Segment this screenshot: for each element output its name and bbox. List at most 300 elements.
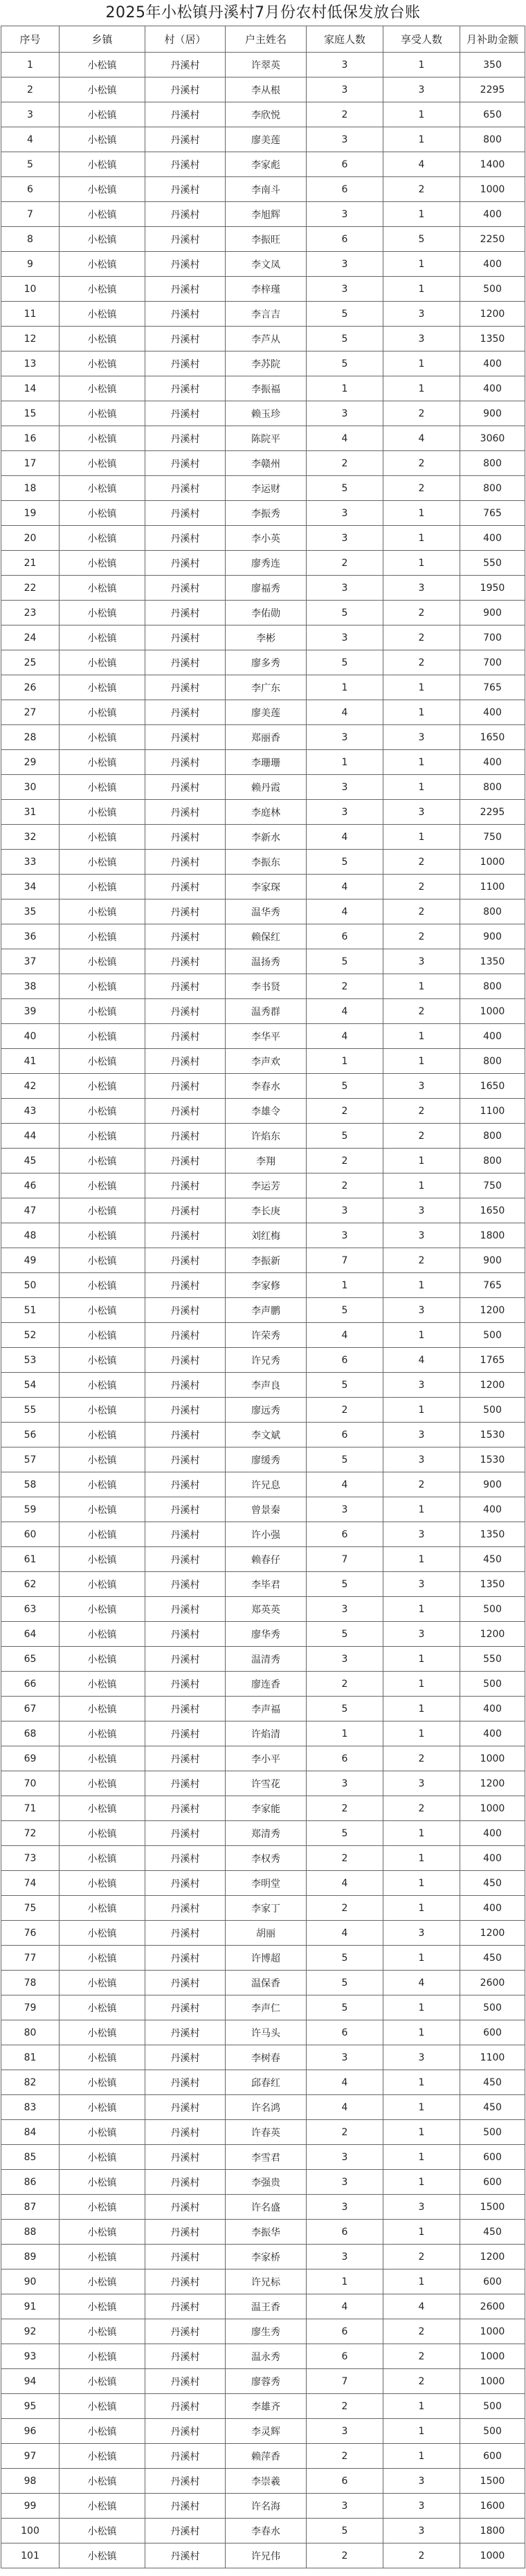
cell-index: 50 [1,1273,60,1298]
cell-monthly-amount: 1200 [460,1298,525,1323]
cell-beneficiaries: 1 [383,2145,460,2170]
cell-household-head: 李权秀 [226,1846,307,1871]
cell-household-head: 李华平 [226,1024,307,1049]
cell-family-size: 1 [307,1721,383,1746]
cell-family-size: 4 [307,1472,383,1497]
cell-township: 小松镇 [60,227,145,252]
cell-family-size: 4 [307,1871,383,1896]
cell-household-head: 许博超 [226,1946,307,1971]
table-row [1,426,525,451]
table-row [1,1074,525,1099]
cell-township: 小松镇 [60,327,145,351]
table-row [1,875,525,899]
cell-beneficiaries: 3 [383,2519,460,2543]
cell-village: 丹溪村 [145,2344,226,2369]
cell-household-head: 郑英英 [226,1597,307,1622]
cell-family-size: 3 [307,1497,383,1522]
cell-family-size: 1 [307,1049,383,1074]
cell-beneficiaries: 4 [383,1348,460,1373]
cell-index: 66 [1,1672,60,1697]
cell-monthly-amount: 2295 [460,77,525,102]
cell-township: 小松镇 [60,1323,145,1348]
cell-village: 丹溪村 [145,1198,226,1223]
cell-index: 51 [1,1298,60,1323]
cell-monthly-amount: 1530 [460,1423,525,1447]
cell-household-head: 邱春红 [226,2070,307,2095]
cell-family-size: 4 [307,899,383,924]
cell-beneficiaries: 3 [383,949,460,974]
cell-township: 小松镇 [60,102,145,127]
cell-township: 小松镇 [60,825,145,850]
cell-household-head: 李崇羲 [226,2469,307,2494]
table-row [1,1697,525,1721]
table-row [1,1547,525,1572]
cell-beneficiaries: 2 [383,1248,460,1273]
table-row [1,700,525,725]
cell-village: 丹溪村 [145,2145,226,2170]
cell-monthly-amount: 400 [460,376,525,401]
ledger-body [1,53,525,2568]
cell-village: 丹溪村 [145,2195,226,2220]
cell-household-head: 郑清秀 [226,1821,307,1846]
cell-family-size: 2 [307,974,383,999]
table-row [1,850,525,875]
cell-household-head: 廖连香 [226,1672,307,1697]
cell-family-size: 5 [307,850,383,875]
cell-family-size: 6 [307,1423,383,1447]
cell-household-head: 赖玉珍 [226,401,307,426]
cell-index: 71 [1,1796,60,1821]
cell-family-size: 5 [307,1572,383,1597]
cell-household-head: 李芦从 [226,327,307,351]
cell-household-head: 李树春 [226,2045,307,2070]
cell-beneficiaries: 1 [383,1721,460,1746]
cell-township: 小松镇 [60,1796,145,1821]
cell-monthly-amount: 500 [460,277,525,302]
cell-beneficiaries: 1 [383,974,460,999]
cell-family-size: 5 [307,1124,383,1149]
cell-township: 小松镇 [60,1173,145,1198]
cell-village: 丹溪村 [145,800,226,825]
cell-village: 丹溪村 [145,850,226,875]
cell-township: 小松镇 [60,1946,145,1971]
cell-index: 80 [1,2020,60,2045]
cell-township: 小松镇 [60,576,145,601]
table-row [1,1472,525,1497]
cell-monthly-amount: 500 [460,1995,525,2020]
cell-beneficiaries: 1 [383,2444,460,2469]
table-row [1,77,525,102]
cell-village: 丹溪村 [145,127,226,152]
cell-township: 小松镇 [60,2294,145,2319]
cell-index: 59 [1,1497,60,1522]
cell-family-size: 5 [307,949,383,974]
cell-village: 丹溪村 [145,252,226,277]
table-row [1,177,525,202]
cell-monthly-amount: 450 [460,1871,525,1896]
cell-monthly-amount: 400 [460,1024,525,1049]
column-header: 月补助金额 [460,26,525,53]
cell-beneficiaries: 3 [383,1423,460,1447]
cell-village: 丹溪村 [145,102,226,127]
cell-index: 58 [1,1472,60,1497]
cell-village: 丹溪村 [145,2469,226,2494]
cell-family-size: 6 [307,924,383,949]
cell-family-size: 3 [307,2045,383,2070]
table-row [1,401,525,426]
cell-township: 小松镇 [60,625,145,650]
cell-family-size: 3 [307,2494,383,2519]
cell-township: 小松镇 [60,675,145,700]
cell-household-head: 李振福 [226,376,307,401]
cell-index: 39 [1,999,60,1024]
cell-township: 小松镇 [60,2419,145,2444]
cell-beneficiaries: 2 [383,1099,460,1124]
table-row [1,725,525,750]
cell-beneficiaries: 2 [383,177,460,202]
cell-monthly-amount: 1650 [460,1074,525,1099]
table-row [1,2344,525,2369]
table-row [1,1223,525,1248]
cell-monthly-amount: 500 [460,2120,525,2145]
cell-household-head: 许春英 [226,2120,307,2145]
cell-village: 丹溪村 [145,2170,226,2195]
cell-village: 丹溪村 [145,501,226,526]
cell-township: 小松镇 [60,1896,145,1921]
cell-household-head: 李小平 [226,1746,307,1771]
table-row [1,924,525,949]
table-row [1,451,525,476]
cell-monthly-amount: 500 [460,2419,525,2444]
cell-village: 丹溪村 [145,1946,226,1971]
cell-family-size: 5 [307,302,383,327]
cell-township: 小松镇 [60,1049,145,1074]
cell-index: 9 [1,252,60,277]
cell-family-size: 4 [307,825,383,850]
cell-beneficiaries: 1 [383,2070,460,2095]
header-row [1,26,525,53]
cell-township: 小松镇 [60,401,145,426]
cell-village: 丹溪村 [145,2319,226,2344]
cell-monthly-amount: 700 [460,650,525,675]
cell-village: 丹溪村 [145,1398,226,1423]
cell-monthly-amount: 800 [460,775,525,800]
cell-monthly-amount: 400 [460,202,525,227]
cell-household-head: 温永秀 [226,2344,307,2369]
cell-township: 小松镇 [60,750,145,775]
cell-index: 82 [1,2070,60,2095]
cell-household-head: 刘红梅 [226,1223,307,1248]
cell-family-size: 4 [307,1921,383,1946]
cell-beneficiaries: 1 [383,1497,460,1522]
cell-village: 丹溪村 [145,2419,226,2444]
table-row [1,2494,525,2519]
cell-family-size: 6 [307,2319,383,2344]
cell-index: 77 [1,1946,60,1971]
cell-village: 丹溪村 [145,825,226,850]
cell-monthly-amount: 900 [460,924,525,949]
table-row [1,1124,525,1149]
cell-beneficiaries: 2 [383,1746,460,1771]
cell-household-head: 温华秀 [226,899,307,924]
cell-beneficiaries: 1 [383,2220,460,2245]
cell-index: 41 [1,1049,60,1074]
cell-family-size: 4 [307,426,383,451]
cell-village: 丹溪村 [145,1896,226,1921]
cell-monthly-amount: 1950 [460,576,525,601]
cell-beneficiaries: 1 [383,53,460,77]
cell-family-size: 1 [307,2269,383,2294]
cell-family-size: 3 [307,202,383,227]
cell-township: 小松镇 [60,526,145,551]
cell-household-head: 李声鹏 [226,1298,307,1323]
cell-village: 丹溪村 [145,949,226,974]
cell-beneficiaries: 1 [383,1398,460,1423]
cell-township: 小松镇 [60,999,145,1024]
cell-township: 小松镇 [60,351,145,376]
cell-village: 丹溪村 [145,152,226,177]
cell-family-size: 7 [307,1547,383,1572]
cell-family-size: 6 [307,1522,383,1547]
cell-family-size: 6 [307,1746,383,1771]
table-row [1,2469,525,2494]
cell-index: 52 [1,1323,60,1348]
cell-beneficiaries: 1 [383,1547,460,1572]
table-row [1,1846,525,1871]
cell-monthly-amount: 800 [460,974,525,999]
cell-family-size: 3 [307,401,383,426]
cell-beneficiaries: 2 [383,451,460,476]
cell-index: 93 [1,2344,60,2369]
cell-village: 丹溪村 [145,974,226,999]
cell-monthly-amount: 1530 [460,1447,525,1472]
table-row [1,2519,525,2543]
cell-beneficiaries: 2 [383,899,460,924]
cell-household-head: 李佑勋 [226,601,307,625]
cell-beneficiaries: 3 [383,2045,460,2070]
cell-township: 小松镇 [60,949,145,974]
table-row [1,1298,525,1323]
cell-monthly-amount: 1350 [460,949,525,974]
cell-household-head: 温保香 [226,1971,307,1995]
cell-family-size: 2 [307,2444,383,2469]
table-row [1,252,525,277]
cell-township: 小松镇 [60,725,145,750]
cell-township: 小松镇 [60,2494,145,2519]
cell-township: 小松镇 [60,2045,145,2070]
cell-household-head: 李运财 [226,476,307,501]
cell-index: 7 [1,202,60,227]
cell-beneficiaries: 1 [383,252,460,277]
table-row [1,1248,525,1273]
cell-monthly-amount: 765 [460,1273,525,1298]
cell-village: 丹溪村 [145,1597,226,1622]
cell-household-head: 廖蓉秀 [226,2369,307,2394]
cell-family-size: 2 [307,102,383,127]
cell-township: 小松镇 [60,1771,145,1796]
cell-index: 67 [1,1697,60,1721]
cell-index: 94 [1,2369,60,2394]
cell-township: 小松镇 [60,1223,145,1248]
cell-family-size: 3 [307,1198,383,1223]
cell-village: 丹溪村 [145,1447,226,1472]
cell-family-size: 2 [307,2120,383,2145]
cell-beneficiaries: 2 [383,2369,460,2394]
cell-beneficiaries: 2 [383,401,460,426]
cell-family-size: 3 [307,2170,383,2195]
cell-beneficiaries: 1 [383,2419,460,2444]
cell-household-head: 许雪花 [226,1771,307,1796]
cell-village: 丹溪村 [145,1099,226,1124]
cell-index: 27 [1,700,60,725]
table-row [1,1373,525,1398]
cell-monthly-amount: 400 [460,351,525,376]
cell-monthly-amount: 400 [460,1697,525,1721]
cell-family-size: 4 [307,875,383,899]
cell-family-size: 1 [307,675,383,700]
cell-family-size: 5 [307,1298,383,1323]
cell-village: 丹溪村 [145,1647,226,1672]
table-row [1,1896,525,1921]
cell-monthly-amount: 800 [460,1149,525,1173]
cell-index: 38 [1,974,60,999]
cell-township: 小松镇 [60,1746,145,1771]
table-row [1,949,525,974]
cell-household-head: 李家修 [226,1273,307,1298]
cell-village: 丹溪村 [145,2444,226,2469]
cell-beneficiaries: 1 [383,376,460,401]
cell-household-head: 许名鸿 [226,2095,307,2120]
cell-beneficiaries: 2 [383,1124,460,1149]
cell-beneficiaries: 2 [383,476,460,501]
cell-index: 56 [1,1423,60,1447]
cell-monthly-amount: 400 [460,526,525,551]
cell-village: 丹溪村 [145,700,226,725]
table-row [1,327,525,351]
table-row [1,53,525,77]
table-row [1,1771,525,1796]
cell-family-size: 5 [307,1373,383,1398]
cell-household-head: 李春水 [226,1074,307,1099]
cell-beneficiaries: 1 [383,1697,460,1721]
cell-beneficiaries: 1 [383,2269,460,2294]
table-row [1,1149,525,1173]
cell-household-head: 廖秀连 [226,551,307,576]
cell-township: 小松镇 [60,1472,145,1497]
cell-household-head: 李广东 [226,675,307,700]
cell-family-size: 3 [307,2245,383,2269]
cell-township: 小松镇 [60,476,145,501]
cell-index: 48 [1,1223,60,1248]
cell-index: 54 [1,1373,60,1398]
cell-monthly-amount: 1100 [460,2045,525,2070]
cell-monthly-amount: 450 [460,2220,525,2245]
table-row [1,1522,525,1547]
cell-beneficiaries: 1 [383,2120,460,2145]
cell-monthly-amount: 1500 [460,2469,525,2494]
cell-family-size: 2 [307,1896,383,1921]
cell-beneficiaries: 3 [383,302,460,327]
cell-township: 小松镇 [60,1099,145,1124]
cell-household-head: 李春水 [226,2519,307,2543]
cell-village: 丹溪村 [145,2519,226,2543]
cell-index: 13 [1,351,60,376]
cell-household-head: 李家琛 [226,875,307,899]
table-row [1,576,525,601]
cell-township: 小松镇 [60,252,145,277]
cell-monthly-amount: 500 [460,2394,525,2419]
cell-family-size: 6 [307,1348,383,1373]
cell-family-size: 3 [307,501,383,526]
cell-village: 丹溪村 [145,2494,226,2519]
cell-household-head: 李振新 [226,1248,307,1273]
cell-village: 丹溪村 [145,1522,226,1547]
cell-household-head: 李庭林 [226,800,307,825]
cell-index: 14 [1,376,60,401]
cell-index: 63 [1,1597,60,1622]
table-row [1,2170,525,2195]
cell-beneficiaries: 1 [383,102,460,127]
cell-beneficiaries: 1 [383,1149,460,1173]
cell-family-size: 4 [307,1024,383,1049]
cell-monthly-amount: 765 [460,675,525,700]
cell-beneficiaries: 1 [383,1846,460,1871]
cell-index: 74 [1,1871,60,1896]
cell-index: 91 [1,2294,60,2319]
cell-household-head: 温扬秀 [226,949,307,974]
cell-township: 小松镇 [60,1622,145,1647]
cell-index: 20 [1,526,60,551]
table-row [1,1273,525,1298]
cell-township: 小松镇 [60,1597,145,1622]
table-row [1,302,525,327]
table-row [1,2319,525,2344]
cell-township: 小松镇 [60,2344,145,2369]
cell-beneficiaries: 3 [383,1223,460,1248]
cell-beneficiaries: 2 [383,2319,460,2344]
cell-family-size: 7 [307,2369,383,2394]
table-row [1,1921,525,1946]
cell-household-head: 许荣秀 [226,1323,307,1348]
cell-village: 丹溪村 [145,1547,226,1572]
cell-village: 丹溪村 [145,1846,226,1871]
cell-household-head: 赖保红 [226,924,307,949]
cell-beneficiaries: 1 [383,1273,460,1298]
cell-family-size: 3 [307,77,383,102]
cell-village: 丹溪村 [145,2020,226,2045]
cell-household-head: 李明堂 [226,1871,307,1896]
cell-household-head: 李振东 [226,850,307,875]
cell-village: 丹溪村 [145,277,226,302]
cell-monthly-amount: 750 [460,1173,525,1198]
cell-index: 34 [1,875,60,899]
cell-monthly-amount: 450 [460,1547,525,1572]
cell-village: 丹溪村 [145,725,226,750]
table-row [1,1871,525,1896]
cell-household-head: 李家丁 [226,1896,307,1921]
cell-village: 丹溪村 [145,2120,226,2145]
cell-monthly-amount: 1200 [460,302,525,327]
cell-index: 31 [1,800,60,825]
table-row [1,1173,525,1198]
cell-township: 小松镇 [60,1647,145,1672]
cell-beneficiaries: 1 [383,1173,460,1198]
cell-household-head: 李旭辉 [226,202,307,227]
cell-township: 小松镇 [60,1124,145,1149]
cell-village: 丹溪村 [145,2220,226,2245]
cell-township: 小松镇 [60,451,145,476]
cell-index: 40 [1,1024,60,1049]
